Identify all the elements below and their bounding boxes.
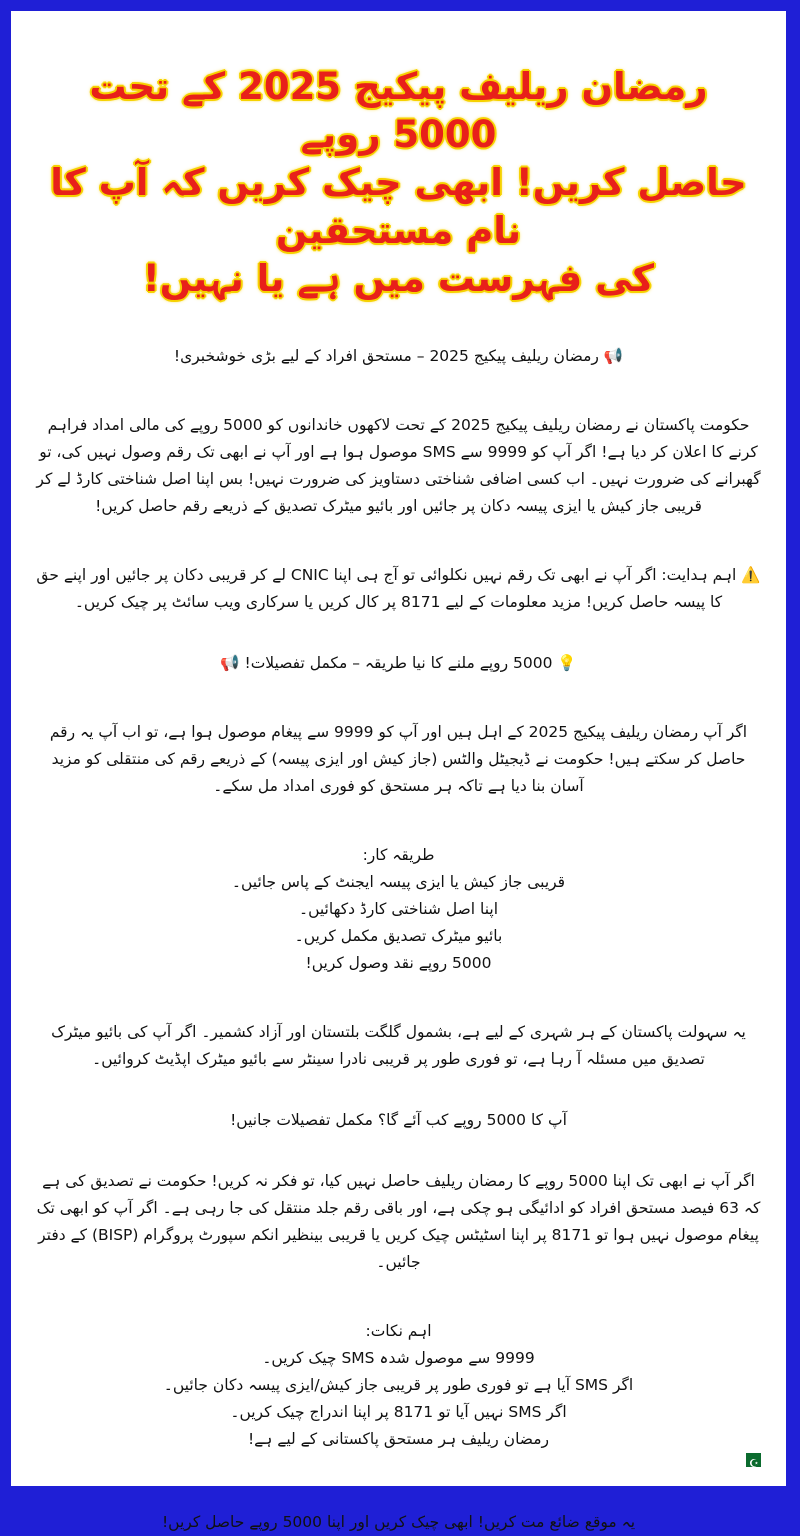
- headline-line-1: رمضان ریلیف پیکیج 2025 کے تحت 5000 روپے: [89, 65, 708, 156]
- point-item-last: [33, 1426, 764, 1467]
- procedure-step: اپنا اصل شناختی کارڈ دکھائیں۔: [298, 900, 498, 918]
- procedure-list: [33, 842, 764, 977]
- article-page: [11, 11, 786, 1531]
- point-item: اگر SMS نہیں آیا تو 8171 پر اپنا اندراج چیک کریں۔: [230, 1403, 567, 1421]
- point-last-text: رمضان ریلیف ہر مستحق پاکستانی کے لیے ہے!: [247, 1430, 550, 1448]
- pakistan-flag-icon: [741, 1453, 761, 1467]
- method-paragraph: اگر آپ رمضان ریلیف پیکیج 2025 کے اہل ہیں اور آپ کو 9999 سے پیغام موصول ہوا ہے، تو اب آپ یہ رقم حاصل کر سکتے ہیں! حکومت نے ڈیجیٹل والٹس (جاز کیش اور ایزی پیسہ) کے ذریعے رقم کی منتقلی کو مزید آسان بنا دیا ہے تاکہ ہر مستحق کو فوری امداد مل سکے۔: [49, 723, 748, 795]
- headline-line-3: کی فہرست میں ہے یا نہیں!: [142, 257, 655, 300]
- when-paragraph: اگر آپ نے ابھی تک اپنا 5000 روپے کا رمضان ریلیف حاصل نہیں کیا، تو فکر نہ کریں! حکومت نے تصدیق کی ہے کہ 63 فیصد مستحق افراد کو ادائیگی ہو چکی ہے، اور باقی رقم جلد منتقل کی جا رہی ہے۔ اگر آپ کو ابھی تک پیغام موصول نہیں ہوا تو 8171 پر اپنا اسٹیٹس چیک کریں یا قریبی بینظیر انکم سپورٹ پروگرام (BISP) کے دفتر جائیں۔: [36, 1172, 761, 1271]
- when-heading: آپ کا 5000 روپے کب آئے گا؟ مکمل تفصیلات جانیں!: [230, 1111, 567, 1129]
- procedure-step: 5000 روپے نقد وصول کریں!: [305, 954, 492, 972]
- procedure-title: طریقہ کار:: [362, 846, 435, 864]
- article-headline: [33, 63, 764, 303]
- headline-line-2: حاصل کریں! ابھی چیک کریں کہ آپ کا نام مستحقین: [50, 161, 747, 252]
- procedure-step: بائیو میٹرک تصدیق مکمل کریں۔: [294, 927, 503, 945]
- closing-line: یہ موقع ضائع مت کریں! ابھی چیک کریں اور اپنا 5000 روپے حاصل کریں!: [161, 1513, 636, 1531]
- facility-paragraph: یہ سہولت پاکستان کے ہر شہری کے لیے ہے، بشمول گلگت بلتستان اور آزاد کشمیر۔ اگر آپ کی بائیو میٹرک تصدیق میں مسئلہ آ رہا ہے، تو فوری طور پر قریبی نادرا سینٹر سے بائیو میٹرک اپڈیٹ کروائیں۔: [51, 1023, 746, 1068]
- points-title: اہم نکات:: [365, 1322, 432, 1340]
- point-item: 9999 سے موصول شدہ SMS چیک کریں۔: [262, 1349, 535, 1367]
- intro-paragraph: حکومت پاکستان نے رمضان ریلیف پیکیج 2025 کے تحت لاکھوں خاندانوں کو 5000 روپے کی مالی امداد فراہم کرنے کا اعلان کر دیا ہے! اگر آپ کو 9999 سے SMS موصول ہوا ہے اور آپ نے ابھی تک رقم وصول نہیں کی، تو گھبرانے کی ضرورت نہیں۔ اب کسی اضافی شناختی دستاویز کی ضرورت نہیں! بس اپنا اصل شناختی کارڈ لے کر قریبی جاز کیش یا ایزی پیسہ دکان پر جائیں اور بائیو میٹرک تصدیق کے ذریعے رقم حاصل کریں!: [36, 416, 761, 515]
- point-item: اگر SMS آیا ہے تو فوری طور پر قریبی جاز کیش/ایزی پیسہ دکان جائیں۔: [163, 1376, 634, 1394]
- important-notice: ⚠️ اہم ہدایت: اگر آپ نے ابھی تک رقم نہیں نکلوائی تو آج ہی اپنا CNIC لے کر قریبی دکان پر جائیں اور اپنے حق کا پیسہ حاصل کریں! مزید معلومات کے لیے 8171 پر کال کریں یا سرکاری ویب سائٹ پر چیک کریں۔: [36, 566, 761, 611]
- intro-heading: 📢 رمضان ریلیف پیکیج 2025 – مستحق افراد کے لیے بڑی خوشخبری!: [173, 347, 624, 365]
- method-heading: 💡 5000 روپے ملنے کا نیا طریقہ – مکمل تفصیلات! 📢: [220, 654, 577, 672]
- procedure-step: قریبی جاز کیش یا ایزی پیسہ ایجنٹ کے پاس جائیں۔: [231, 873, 566, 891]
- key-points-list: [33, 1318, 764, 1467]
